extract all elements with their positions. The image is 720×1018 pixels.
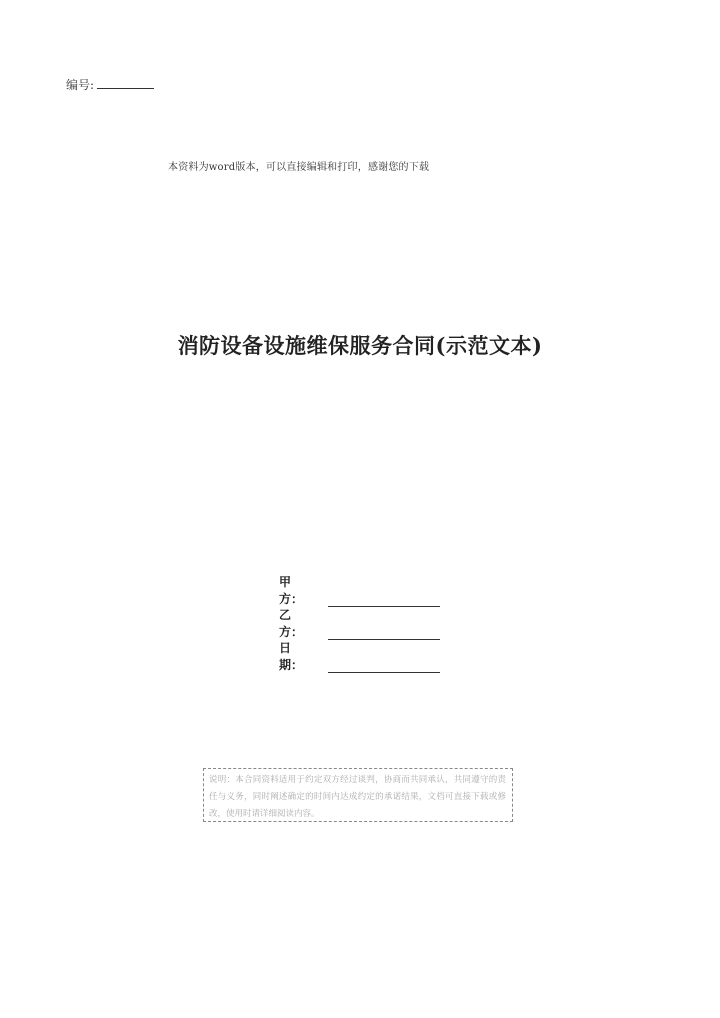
date-label: [279, 639, 326, 673]
signature-block: [279, 574, 440, 673]
doc-number-label: 编号:: [66, 78, 95, 92]
party-a-row: [279, 574, 440, 607]
contract-title: 消防设备设施维保服务合同(示范文本): [177, 333, 543, 358]
party-b-suffix: 方：: [279, 625, 304, 639]
party-a-char: 甲: [279, 575, 292, 589]
party-a-label: [279, 573, 326, 607]
party-a-suffix: 方：: [279, 592, 304, 606]
download-notice: 本资料为word版本，可以直接编辑和打印，感谢您的下载: [168, 162, 430, 173]
note-box: 说明：本合同资料适用于约定双方经过谈判，协商而共同承认，共同遵守的责任与义务，同时阐述确定的时间内达成约定的承诺结果，文档可直接下载或修改，使用时请详细阅读内容。: [203, 768, 513, 822]
party-a-blank-line[interactable]: [328, 594, 440, 607]
party-b-blank-line[interactable]: [328, 627, 440, 640]
party-b-char: 乙: [279, 608, 292, 622]
date-char: 日: [279, 641, 292, 655]
date-suffix: 期：: [279, 658, 304, 672]
date-blank-line[interactable]: [328, 660, 440, 673]
party-b-label: [279, 606, 326, 640]
party-b-row: [279, 607, 440, 640]
date-row: [279, 640, 440, 673]
doc-number: [66, 76, 154, 93]
doc-number-blank-line[interactable]: [97, 77, 154, 89]
